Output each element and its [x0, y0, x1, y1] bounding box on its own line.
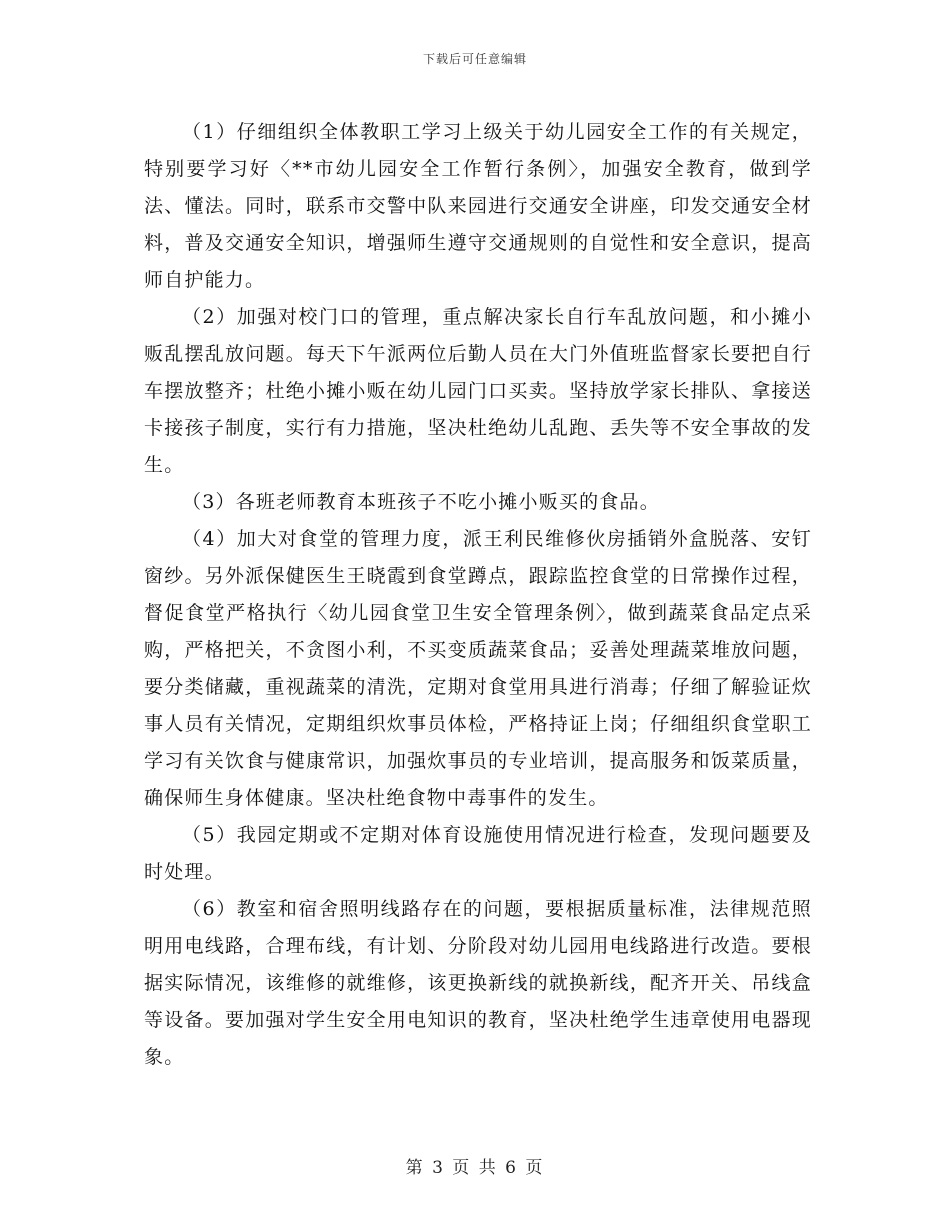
- paragraph-item-1: （1）仔细组织全体教职工学习上级关于幼儿园安全工作的有关规定，特别要学习好〈**市幼儿园安全工作暂行条例〉，加强安全教育，做到学法、懂法。同时，联系市交警中队来园进行交通安全讲座，印发交通安全材料，普及交通安全知识，增强师生遵守交通规则的自觉性和安全意识，提高师自护能力。: [144, 121, 812, 291]
- paragraph-item-6: （6）教室和宿舍照明线路存在的问题，要根据质量标准，法律规范照明用电线路，合理布线，有计划、分阶段对幼儿园用电线路进行改造。要根据实际情况，该维修的就维修，该更换新线的就换新线，配齐开关、吊线盒等设备。要加强对学生安全用电知识的教育，坚决杜绝学生违章使用电器现象。: [144, 898, 812, 1068]
- paragraph-item-5: （5）我园定期或不定期对体育设施使用情况进行检查，发现问题要及时处理。: [144, 824, 812, 883]
- document-body: [144, 114, 812, 1076]
- page-header-note: 下载后可任意编辑: [422, 52, 527, 66]
- page-number-footer: 第 3 页 共 6 页: [405, 1158, 545, 1178]
- paragraph-item-3: （3）各班老师教育本班孩子不吃小摊小贩买的食品。: [182, 491, 660, 513]
- paragraph-item-4: （4）加大对食堂的管理力度，派王利民维修伙房插销外盒脱落、安钉窗纱。另外派保健医生王晓霞到食堂蹲点，跟踪监控食堂的日常操作过程，督促食堂严格执行〈幼儿园食堂卫生安全管理条例〉，做到蔬菜食品定点采购，严格把关，不贪图小利，不买变质蔬菜食品；妥善处理蔬菜堆放问题，要分类储藏，重视蔬菜的清洗，定期对食堂用具进行消毒；仔细了解验证炊事人员有关情况，定期组织炊事员体检，严格持证上岗；仔细组织食堂职工学习有关饮食与健康常识，加强炊事员的专业培训，提高服务和饭菜质量，确保师生身体健康。坚决杜绝食物中毒事件的发生。: [144, 528, 812, 809]
- paragraph-item-2: （2）加强对校门口的管理，重点解决家长自行车乱放问题，和小摊小贩乱摆乱放问题。每天下午派两位后勤人员在大门外值班监督家长要把自行车摆放整齐；杜绝小摊小贩在幼儿园门口买卖。坚持放学家长排队、拿接送卡接孩子制度，实行有力措施，坚决杜绝幼儿乱跑、丢失等不安全事故的发生。: [144, 306, 812, 476]
